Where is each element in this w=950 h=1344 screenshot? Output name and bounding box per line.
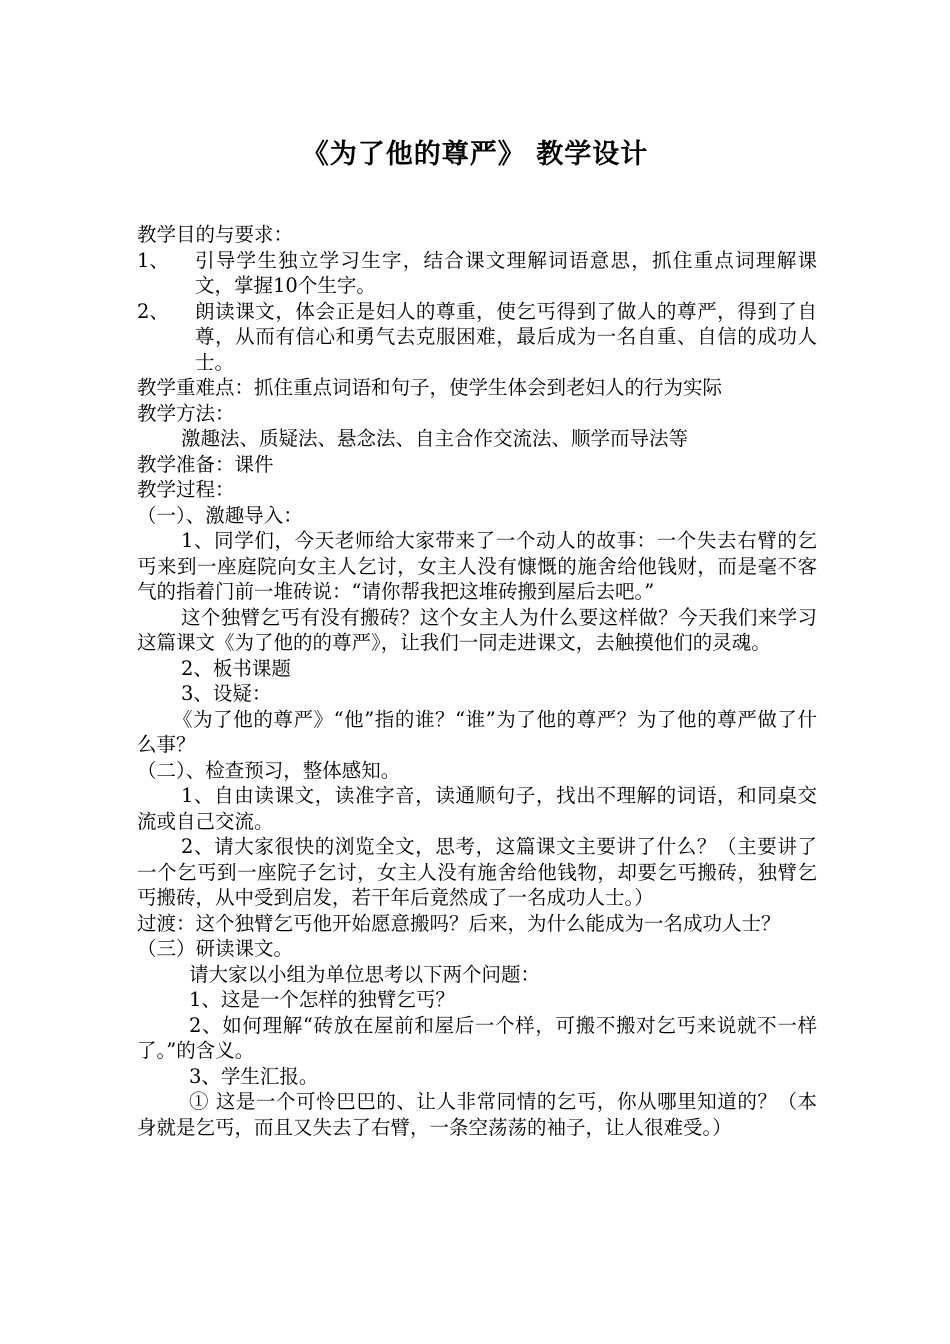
- part1-heading: （一）、激趣导入：: [137, 503, 303, 527]
- part3-paragraph-2: 1、这是一个怎样的独臂乞丐？: [189, 988, 455, 1011]
- part2-paragraph-2: 2、请大家很快的浏览全文，思考，这篇课文主要讲了什么？（主要讲了一个乞丐到一座院子乞讨，女主人没有施舍给他钱物，却要乞丐搬砖，独臂乞丐搬砖，从中受到启发，若干年后竟然成了一名成功人士。）: [137, 835, 817, 909]
- preparation: 教学准备：课件: [137, 452, 274, 476]
- part3-paragraph-5: ① 这是一个可怜巴巴的、让人非常同情的乞丐，你从哪里知道的？（本身就是乞丐，而且又失去了右臂，一条空荡荡的袖子，让人很难受。）: [137, 1090, 817, 1139]
- part1-paragraph-3: 2、板书课题: [181, 656, 291, 680]
- process-heading: 教学过程：: [137, 478, 235, 501]
- part2-paragraph-1: 1、自由读课文，读准字音，读通顺句子，找出不理解的词语，和同桌交流或自己交流。: [137, 784, 817, 833]
- objective-number-1: 1、: [137, 248, 169, 272]
- document-body: [137, 222, 817, 1140]
- part1-paragraph-1: 1、同学们，今天老师给大家带来了一个动人的故事：一个失去右臂的乞丐来到一座庭院向女主人乞讨，女主人没有慷慨的施舍给他钱财，而是毫不客气的指着门前一堆砖说：“请你帮我把这堆砖搬到屋后去吧。”: [137, 529, 817, 603]
- part1-paragraph-2: 这个独臂乞丐有没有搬砖？这个女主人为什么要这样做？今天我们来学习这篇课文《为了他的的尊严》，让我们一同走进课文，去触摸他们的灵魂。: [137, 605, 817, 654]
- objective-item-1: [137, 248, 817, 299]
- document-title: 《为了他的尊严》 教学设计: [301, 139, 649, 170]
- key-points: 教学重难点：抓住重点词语和句子，使学生体会到老妇人的行为实际: [137, 376, 723, 399]
- part1-paragraph-5: 《为了他的尊严》“他”指的谁？“谁”为了他的尊严？为了他的尊严做了什么事？: [137, 707, 817, 756]
- methods-text: 激趣法、质疑法、悬念法、自主合作交流法、顺学而导法等: [181, 427, 689, 450]
- objective-number-2: 2、: [137, 299, 169, 323]
- part3-heading: （三）研读课文。: [137, 937, 294, 960]
- objective-text-1: 引导学生独立学习生字，结合课文理解词语意思，抓住重点词理解课文，掌握10个生字。: [195, 248, 817, 297]
- methods-heading: 教学方法：: [137, 401, 235, 425]
- objectives-heading: 教学目的与要求：: [137, 223, 294, 246]
- objective-item-2: [137, 299, 817, 376]
- part2-paragraph-3: 过渡：这个独臂乞丐他开始愿意搬吗？后来，为什么能成为一名成功人士？: [137, 911, 781, 935]
- part3-paragraph-3: 2、如何理解“砖放在屋前和屋后一个样，可搬不搬对乞丐来说就不一样了。”的含义。: [137, 1013, 817, 1062]
- part3-paragraph-4: 3、学生汇报。: [189, 1064, 319, 1088]
- objective-text-2: 朗读课文，体会正是妇人的尊重，使乞丐得到了做人的尊严，得到了自尊，从而有信心和勇气去克服困难，最后成为一名自重、自信的成功人士。: [195, 299, 817, 374]
- part2-heading: （二）、检查预习，整体感知。: [137, 758, 401, 782]
- part3-paragraph-1: 请大家以小组为单位思考以下两个问题：: [189, 962, 541, 986]
- part1-paragraph-4: 3、设疑：: [181, 682, 272, 705]
